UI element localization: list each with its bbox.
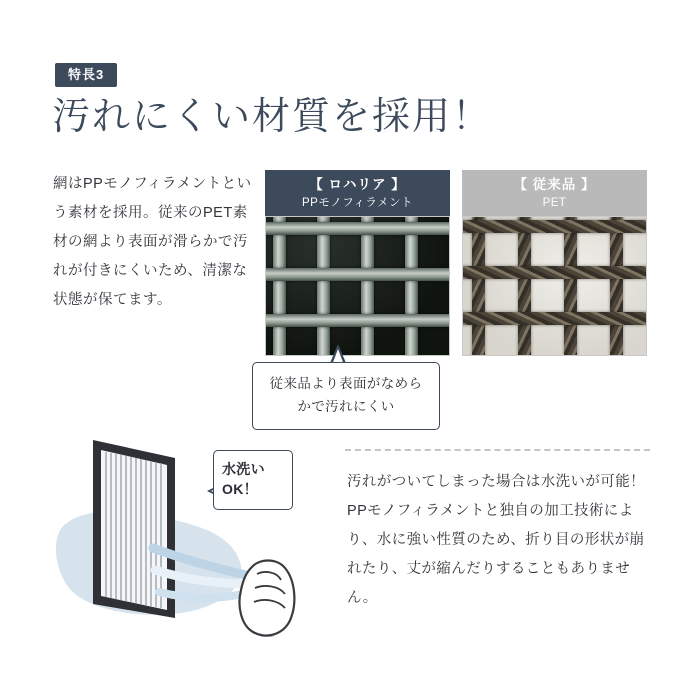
pp-monofilament-mesh-photo bbox=[265, 216, 450, 356]
panel-subtitle: PPモノフィラメント bbox=[302, 197, 413, 210]
washing-illustration bbox=[45, 418, 335, 658]
comparison-panel-lohalia bbox=[265, 170, 450, 356]
panel-subtitle: PET bbox=[542, 197, 567, 210]
panel-title: 【 ロハリア 】 bbox=[309, 177, 406, 192]
lead-paragraph: 網はPPモノフィラメントという素材を採用。従来のPET素材の網より表面が滑らかで汚れが付きにくいため、清潔な状態が保てます。 bbox=[53, 176, 252, 308]
panel-header-conventional bbox=[462, 170, 647, 216]
page-title: 汚れにくい材質を採用！ bbox=[52, 96, 493, 138]
panel-header-lohalia bbox=[265, 170, 450, 216]
section-divider bbox=[345, 449, 650, 451]
panel-title: 【 従来品 】 bbox=[513, 177, 596, 192]
speech-bubble: 水洗いOK！ bbox=[213, 450, 293, 510]
feature-badge: 特長3 bbox=[55, 63, 117, 87]
mesh-callout: 従来品より表面がなめらかで汚れにくい bbox=[252, 362, 440, 430]
pet-mesh-photo bbox=[462, 216, 647, 356]
comparison-panel-conventional bbox=[462, 170, 647, 356]
washing-paragraph: 汚れがついてしまった場合は水洗いが可能！PPモノフィラメントと独自の加工技術により、水に強い性質のため、折り目の形状が崩れたり、丈が縮んだりすることもありません。 bbox=[347, 474, 645, 606]
